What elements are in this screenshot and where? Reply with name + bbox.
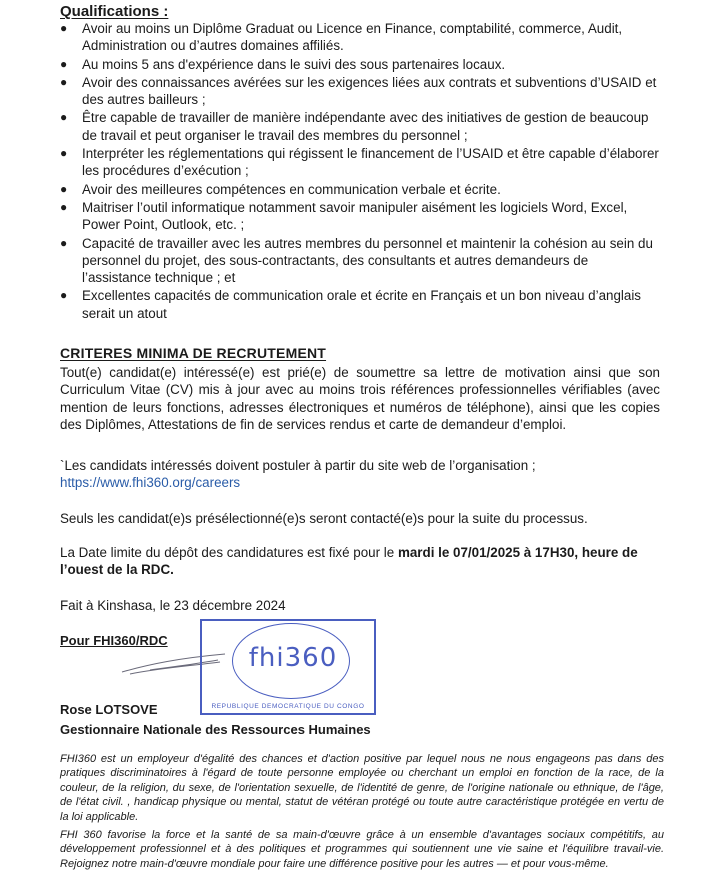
list-item: ● Maitriser l’outil informatique notamment savoir manipuler aisément les logiciels Word, Excel, Power Point, Outlook, etc. ;	[60, 199, 628, 233]
bullet-icon: ●	[60, 74, 68, 89]
careers-link[interactable]: https://www.fhi360.org/careers	[60, 475, 241, 491]
qualifications-heading: Qualifications :	[60, 3, 169, 20]
list-item: ● Interpréter les réglementations qui régissent le financement de l’USAID et être capable d’élaborer les procédures d’exécution ;	[60, 146, 659, 179]
place-date: Fait à Kinshasa, le 23 décembre 2024	[60, 598, 286, 613]
qualifications-list	[60, 20, 660, 323]
bullet-icon: ●	[60, 146, 68, 161]
bullet-icon: ●	[60, 288, 68, 303]
deadline-paragraph	[60, 544, 660, 579]
bullet-icon: ●	[60, 199, 68, 214]
bullet-icon: ●	[60, 110, 68, 125]
organization-stamp	[200, 619, 376, 715]
footer-paragraph: FHI 360 favorise la force et la santé de sa main-d'œuvre grâce à un ensemble d'avantages sociaux compétitifs, au développement professionnel et à des politiques et programmes qui soutiennent une vie saine et l'équilibre travail-vie. Rejoignez notre main-d'œuvre mondiale pour faire une différence positive pour les autres — et pour vous-même.	[60, 829, 664, 870]
bullet-icon: ●	[60, 21, 68, 35]
list-item: ● Au moins 5 ans d'expérience dans le suivi des sous partenaires locaux.	[60, 56, 506, 72]
signatory-name: Rose LOTSOVE	[60, 702, 158, 717]
equal-opportunity-footer	[60, 752, 664, 875]
bullet-icon: ●	[60, 56, 68, 71]
list-item: ● Capacité de travailler avec les autres membres du personnel et maintenir la cohésion au sein du personnel du projet, des sous-contractants, des consultants et autres demandeurs de l’assistance technique ; et	[60, 235, 653, 286]
bullet-icon: ●	[60, 235, 68, 250]
shortlist-notice: Seuls les candidat(e)s présélectionné(e)s seront contacté(e)s pour la suite du processus.	[60, 511, 588, 526]
apply-text: `Les candidats intéressés doivent postuler à partir du site web de l’organisation ;	[60, 458, 536, 473]
list-item: ● Avoir au moins un Diplôme Graduat ou Licence en Finance, comptabilité, commerce, Audit, Administration ou d’autres domaines affiliés.	[60, 21, 623, 54]
criteria-paragraph: Tout(e) candidat(e) intéressé(e) est prié(e) de soumettre sa lettre de motivation ainsi que son Curriculum Vitae (CV) mis à jour avec au moins trois références professionnelles vérifiables (avec mention de leurs fonctions, adresses électroniques et numéros de téléphone), ainsi que les copies des Diplômes, Attestations de fin de services rendus et carte de demandeur d’emploi.	[60, 365, 660, 432]
apply-instructions	[60, 457, 660, 492]
criteria-heading: CRITERES MINIMA DE RECRUTEMENT	[60, 345, 327, 361]
bullet-icon: ●	[60, 181, 68, 196]
deadline-date: mardi le 07/01/2025 à 17H30, heure de l’ouest de la RDC.	[60, 545, 638, 578]
fhi360-logo: fhi360	[248, 643, 338, 673]
list-item: ● Avoir des meilleures compétences en communication verbale et écrite.	[60, 181, 501, 197]
for-organization: Pour FHI360/RDC	[60, 633, 168, 648]
list-item: ● Avoir des connaissances avérées sur les exigences liées aux contrats et subventions d’USAID et des autres bailleurs ;	[60, 74, 657, 108]
footer-paragraph: FHI360 est un employeur d'égalité des chances et d'action positive par lequel nous ne nous engageons pas dans des pratiques discriminatoires à l'égard de toute personne employée ou cherchant un emploi en fonction de la race, de la couleur, de la religion, du sexe, de l'orientation sexuelle, de l'identité de genre, de l'origine nationale ou ethnique, de l'âge, de l'état civil. , handicap physique ou mental, statut de vétéran protégé ou toute autre caractéristique protégée en vertu de la loi applicable.	[60, 753, 664, 823]
list-item: ● Excellentes capacités de communication orale et écrite en Français et un bon niveau d’anglais serait un atout	[60, 288, 642, 321]
list-item: ● Être capable de travailler de manière indépendante avec des initiatives de gestion de beaucoup de travail et peut organiser le travail des membres du personnel ;	[60, 110, 649, 143]
deadline-prefix: La Date limite du dépôt des candidatures est fixé pour le	[60, 545, 398, 560]
signatory-title: Gestionnaire Nationale des Ressources Humaines	[60, 722, 371, 737]
stamp-caption: REPUBLIQUE DEMOCRATIQUE DU CONGO	[211, 703, 365, 710]
